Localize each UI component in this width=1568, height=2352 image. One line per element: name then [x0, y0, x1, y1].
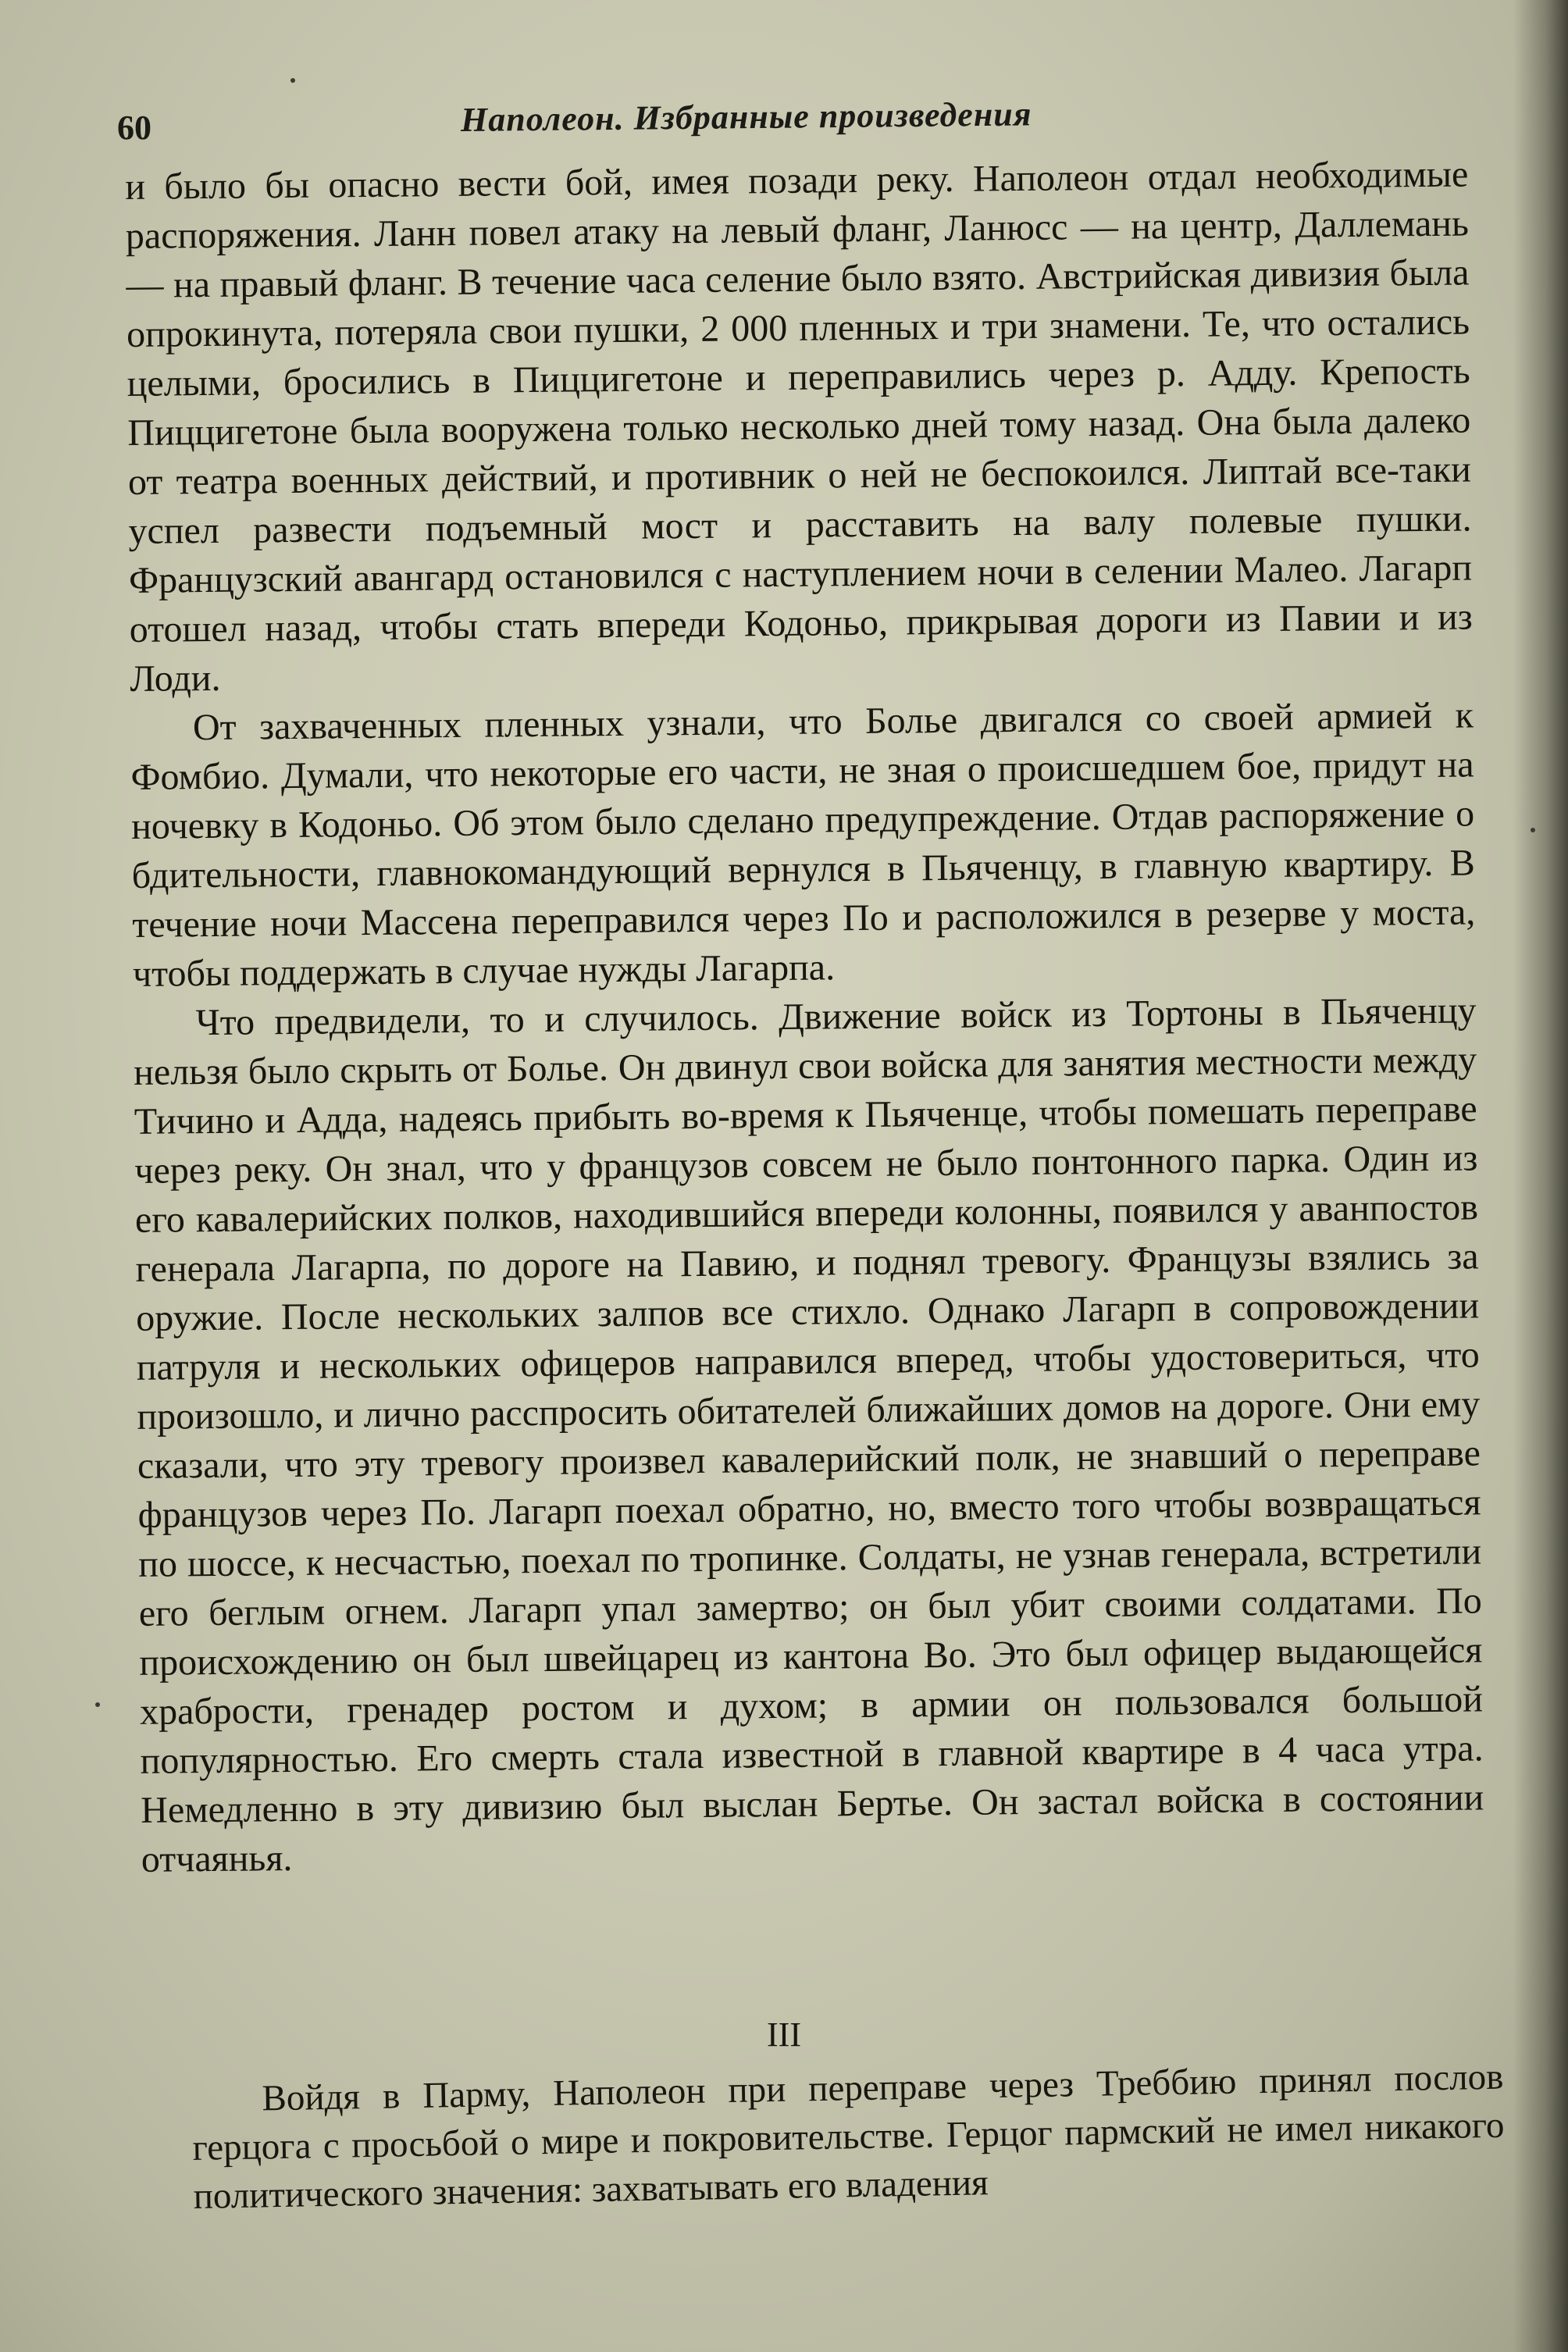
- section-text: [191, 2053, 1506, 2221]
- paragraph-2: От захваченных пленных узнали, что Болье двигался со своей армией к Фомбио. Думали, что некоторые его части, не зная о происшедшем бое, придут на ночевку в Кодоньо. Об этом было сделано предупреждение. Отдав распоряжение о бдительности, главнокомандующий вернулся в Пьяченцу, в главную квартиру. В течение ночи Массена переправился через По и расположился в резерве у моста, чтобы поддержать в случае нужды Лагарпа.: [130, 694, 1476, 995]
- page-edge-shadow: [1513, 0, 1568, 2352]
- section-heading: III: [767, 2015, 801, 2054]
- running-title: Наполеон. Избранные произведения: [460, 94, 1032, 139]
- print-speck: [1531, 828, 1535, 832]
- print-speck: [290, 78, 295, 83]
- paragraph-3: Что предвидели, то и случилось. Движение войск из Тортоны в Пьяченцу нельзя было скрыть от Болье. Он двинул свои войска для занятия местности между Тичино и Адда, надеясь прибыть во-время к Пьяченце, чтобы помешать переправе через реку. Он знал, что у французов совсем не было понтонного парка. Один из его кавалерийских полков, находившийся впереди колонны, появился у аванпостов генерала Лагарпа, по дороге на Павию, и поднял тревогу. Французы взялись за оружие. После нескольких залпов все стихло. Однако Лагарп в сопровождении патруля и нескольких офицеров направился вперед, чтобы удостовериться, что произошло, и лично расспросить обитателей ближайших домов на дороге. Они ему сказали, что эту тревогу произвел кавалерийский полк, не знавший о переправе французов через По. Лагарп поехал обратно, но, вместо того чтобы возвращаться по шоссе, к несчастью, поехал по тропинке. Солдаты, не узнав генерала, встретили его беглым огнем. Лагарп упал замертво; он был убит своими солдатами. По происхождению он был швейцарец из кантона Во. Это был офицер выдающейся храбрости, гренадер ростом и духом; в армии он пользовался большой популярностью. Его смерть стала известной в главной квартире в 4 часа утра. Немедленно в эту дивизию был выслан Бертье. Он застал войска в состоянии отчаянья.: [133, 989, 1484, 1880]
- page-number: 60: [117, 109, 151, 147]
- section-paragraph: Войдя в Парму, Наполеон при переправе через Треббию принял послов герцога с просьбой о мире и покровительстве. Герцог пармский не имел никакого политического значения: захватывать его владения: [192, 2056, 1505, 2217]
- paragraph-1: и было бы опасно вести бой, имея позади реку. Наполеон отдал необходимые распоряжения. Ланн повел атаку на левый фланг, Ланюсс — на центр, Даллемань — на правый фланг. В течение часа селение было взято. Австрийская дивизия была опрокинута, потеряла свои пушки, 2 000 пленных и три знамени. Те, что остались целыми, бросились в Пиццигетоне и переправились через р. Адду. Крепость Пиццигетоне была вооружена только несколько дней тому назад. Она была далеко от театра военных действий, и противник о ней не беспокоился. Липтай все-таки успел развести подъемный мост и расставить на валу полевые пушки. Французский авангард остановился с наступлением ночи в селении Малео. Лагарп отошел назад, чтобы стать впереди Кодоньо, прикрывая дороги из Павии и из Лоди.: [125, 153, 1473, 700]
- main-text: [125, 149, 1484, 1883]
- page-header: [117, 94, 1460, 155]
- print-speck: [95, 1702, 100, 1707]
